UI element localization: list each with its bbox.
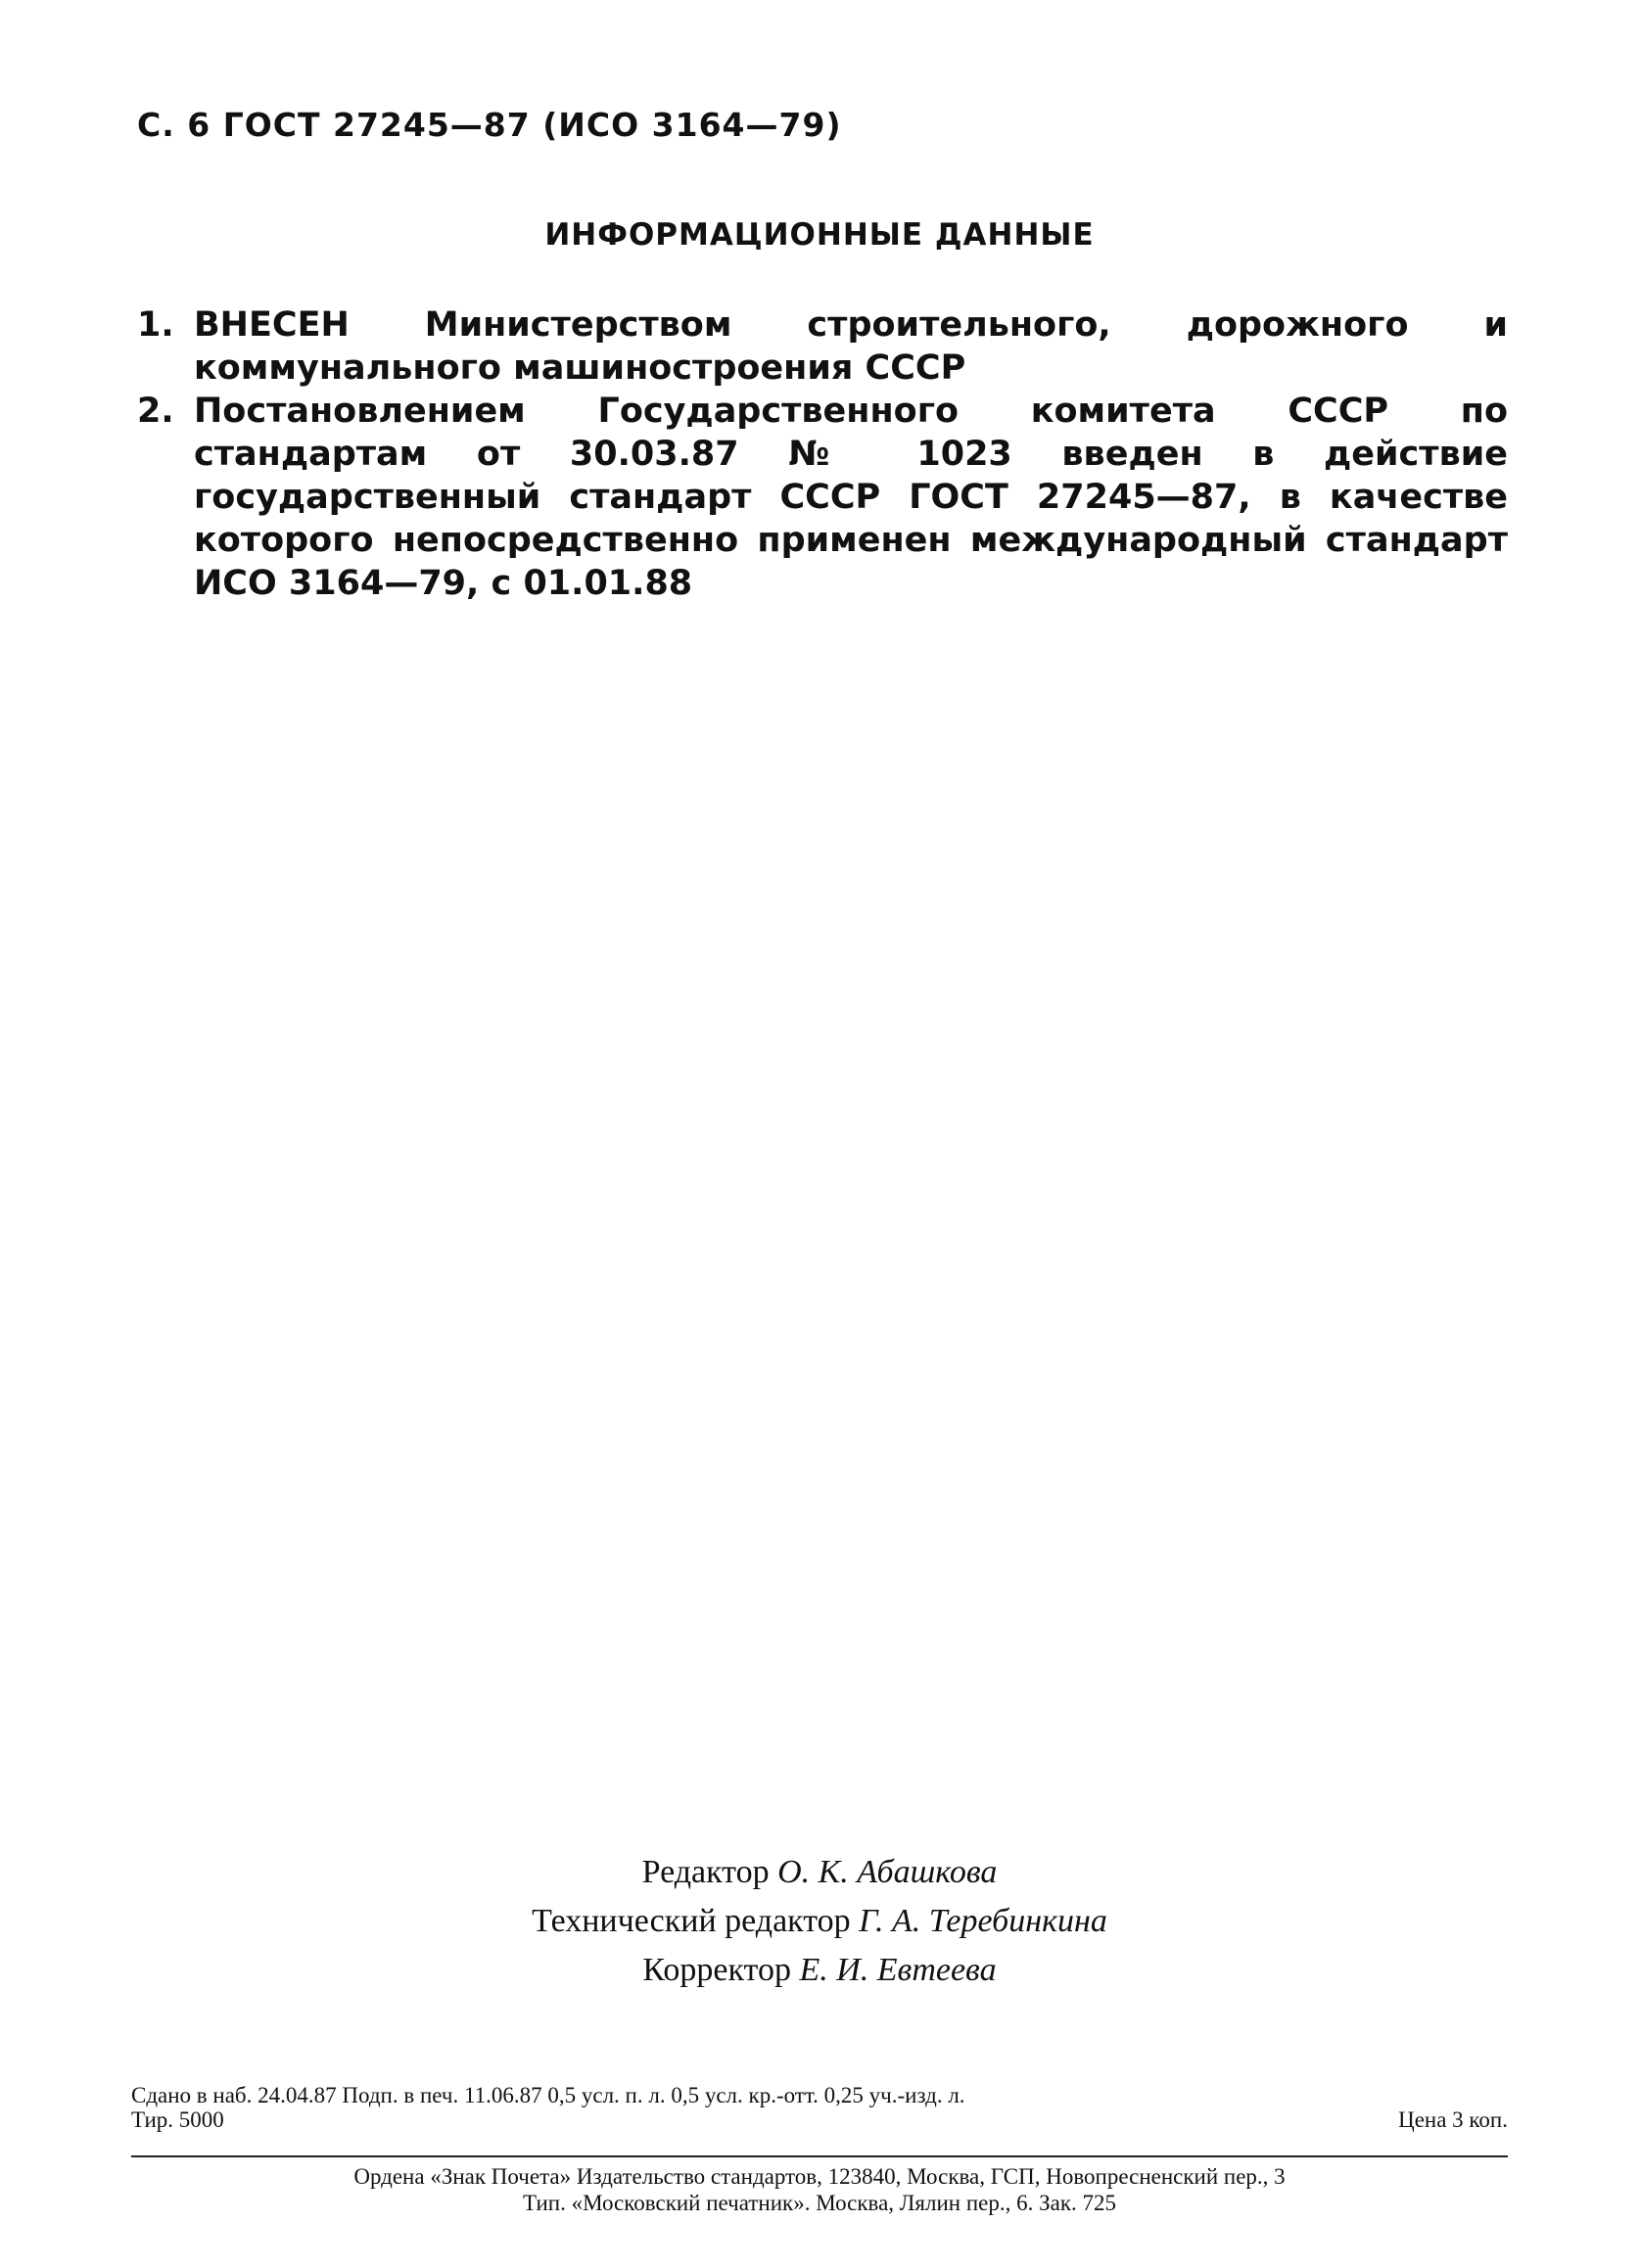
editor-name: О. К. Абашкова — [777, 1854, 998, 1890]
publisher-line-1: Ордена «Знак Почета» Издательство стандартов, 123840, Москва, ГСП, Новопресненский пер., 3 — [353, 2164, 1286, 2189]
info-item — [137, 390, 1508, 605]
item-text: Постановлением Государственного комитета СССР по стандартам от 30.03.87 № 1023 введен в действие государственный стандарт СССР ГОСТ 27245—87, в качестве которого непосредственно применен международный стандарт ИСО 3164—79, с 01.01.88 — [194, 392, 1508, 603]
tech-editor-name: Г. А. Теребинкина — [859, 1903, 1107, 1939]
corrector-role: Корректор — [642, 1952, 791, 1988]
tech-editor-line — [0, 1897, 1639, 1946]
item-number: 1. — [137, 305, 174, 345]
section-title: ИНФОРМАЦИОННЫЕ ДАННЫЕ — [544, 217, 1095, 253]
credits-block — [0, 1848, 1639, 1995]
imprint-block — [131, 2083, 1508, 2132]
publisher-block — [131, 2163, 1508, 2216]
editor-line — [0, 1848, 1639, 1897]
corrector-line — [0, 1946, 1639, 1995]
info-item — [137, 303, 1508, 390]
corrector-name: Е. И. Евтеева — [799, 1952, 997, 1988]
publisher-line-2: Тип. «Московский печатник». Москва, Лялин пер., 6. Зак. 725 — [523, 2191, 1116, 2215]
page-header: С. 6 ГОСТ 27245—87 (ИСО 3164—79) — [137, 106, 842, 144]
imprint-circulation: Тир. 5000 — [131, 2107, 224, 2132]
info-items-list — [137, 303, 1508, 605]
item-number: 2. — [137, 392, 174, 431]
imprint-dates: Сдано в наб. 24.04.87 Подп. в печ. 11.06.87 0,5 усл. п. л. 0,5 усл. кр.-отт. 0,25 уч.-изд. л. — [131, 2083, 965, 2107]
item-text: ВНЕСЕН Министерством строительного, дорожного и коммунального машиностроения СССР — [194, 305, 1508, 388]
imprint-price: Цена 3 коп. — [1398, 2107, 1508, 2132]
imprint-line-1 — [131, 2083, 1508, 2107]
divider-rule — [131, 2155, 1508, 2157]
editor-role: Редактор — [641, 1854, 770, 1890]
imprint-line-2 — [131, 2107, 1508, 2132]
tech-editor-role: Технический редактор — [532, 1903, 851, 1939]
